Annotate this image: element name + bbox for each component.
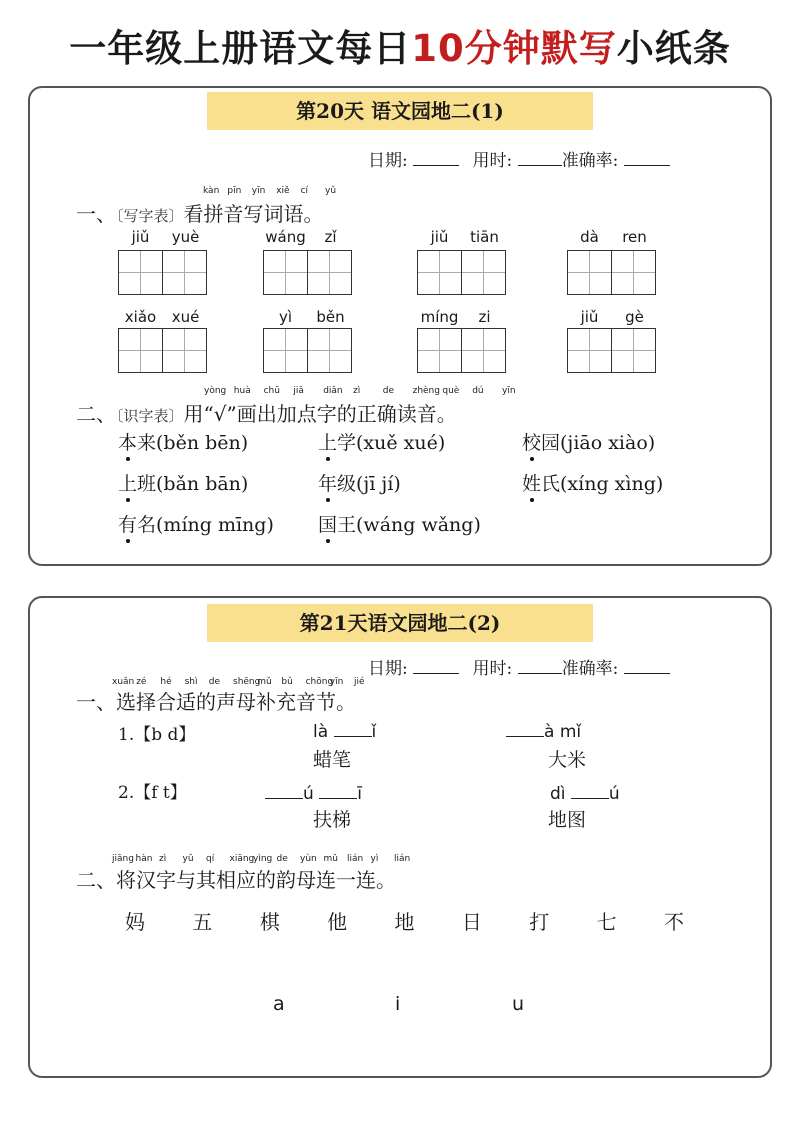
day21-banner: 第21天语文园地二(2)	[207, 604, 593, 642]
ruby-syllable: diǎn	[323, 386, 343, 396]
word-pinyin: gè	[625, 308, 644, 326]
grid-cell[interactable]	[118, 328, 163, 373]
ruby-syllable: huà	[233, 386, 251, 396]
word-pinyin: xiǎo	[124, 308, 157, 326]
time-blank[interactable]	[518, 149, 562, 166]
item-options[interactable]: (wáng wǎng)	[356, 514, 481, 536]
match-character[interactable]: 不	[664, 910, 684, 934]
grid-cell[interactable]	[162, 250, 207, 295]
ruby-syllable: zé	[136, 677, 147, 687]
grid-cell[interactable]	[307, 250, 352, 295]
group2-label: 2.【f t】	[118, 783, 187, 803]
ruby-syllable: cí	[300, 186, 309, 196]
date-label: 日期:	[368, 659, 408, 679]
accuracy-label: 准确率:	[561, 659, 619, 679]
ruby-syllable: hé	[160, 677, 172, 687]
word-pinyin: běn	[316, 308, 345, 326]
match-character[interactable]: 打	[529, 910, 550, 934]
ruby-syllable: yì	[370, 854, 379, 864]
grid-cell[interactable]	[461, 328, 506, 373]
reading-item	[318, 428, 445, 455]
time-label: 用时:	[472, 659, 513, 679]
item-options[interactable]: (jī jí)	[356, 473, 401, 495]
item-word: 国王	[318, 514, 357, 536]
syllable-suffix: ǐ	[371, 722, 377, 742]
item-word: 校园	[522, 432, 561, 454]
fill-blank[interactable]	[334, 720, 372, 737]
group1-item-a	[313, 720, 376, 742]
match-final[interactable]: u	[512, 993, 525, 1015]
ruby-syllable: xiāng	[229, 854, 255, 864]
ruby-syllable: zhèng	[412, 386, 440, 396]
tianzi-grid	[417, 328, 506, 373]
question-number: 二、	[76, 402, 116, 426]
word-pinyin: jiǔ	[580, 308, 599, 326]
syllable-suffix: ú	[608, 784, 620, 804]
emphasis-dot	[326, 498, 330, 502]
tianzi-grid	[417, 250, 506, 295]
item-word: 姓氏	[522, 473, 561, 495]
grid-cell[interactable]	[307, 328, 352, 373]
word-pinyin: xué	[171, 308, 200, 326]
match-character[interactable]: 五	[192, 910, 213, 934]
question-number: 二、	[76, 868, 116, 892]
group1-label: 1.【b d】	[118, 725, 196, 745]
ruby-syllable: dú	[472, 386, 484, 396]
word-pinyin: jiǔ	[131, 228, 150, 246]
match-character[interactable]: 日	[461, 910, 482, 934]
emphasis-dot	[126, 457, 130, 461]
item-options[interactable]: (bǎn bān)	[156, 473, 249, 495]
reading-item	[318, 510, 481, 537]
ruby-syllable: mǔ	[323, 854, 338, 864]
item-options[interactable]: (xuě xué)	[356, 432, 446, 454]
emphasis-dot	[530, 498, 534, 502]
ruby-syllable: yīn	[329, 677, 344, 687]
tianzi-grid	[118, 250, 207, 295]
question-tag: 〔识字表〕	[116, 407, 184, 425]
accuracy-label: 准确率:	[561, 151, 619, 171]
tianzi-grid	[263, 250, 352, 295]
group1-word-a: 蜡笔	[313, 749, 352, 771]
word-pinyin: zi	[478, 308, 491, 326]
group2-item-b	[550, 782, 620, 804]
grid-cell[interactable]	[263, 328, 308, 373]
ruby-syllable: chōng	[305, 677, 334, 687]
ruby-syllable: kàn	[203, 186, 220, 196]
day21-q2-heading	[76, 864, 396, 893]
word-pinyin: jiǔ	[430, 228, 449, 246]
reading-item	[318, 469, 401, 496]
question-number: 一、	[76, 202, 116, 226]
question-text: 看拼音写词语。	[183, 202, 324, 226]
ruby-syllable: yìng	[253, 854, 273, 864]
emphasis-dot	[126, 539, 130, 543]
question-text: 用“√”画出加点字的正确读音。	[183, 402, 457, 426]
reading-item	[522, 469, 663, 496]
accuracy-blank[interactable]	[624, 657, 670, 674]
ruby-syllable: shì	[184, 677, 198, 687]
ruby-syllable: qí	[206, 854, 215, 864]
group1-word-b: 大米	[548, 749, 587, 771]
group1-item-b	[506, 720, 581, 742]
item-word: 上学	[318, 432, 357, 454]
syllable-prefix: dì	[550, 784, 566, 804]
question-number: 一、	[76, 690, 116, 714]
match-final[interactable]: i	[395, 993, 401, 1015]
syllable-prefix: là	[313, 722, 329, 742]
item-word: 有名	[118, 514, 157, 536]
title-highlight: 10分钟默写	[411, 27, 617, 70]
time-label: 用时:	[472, 151, 513, 171]
date-label: 日期:	[368, 151, 408, 171]
ruby-syllable: shēng	[233, 677, 261, 687]
grid-cell[interactable]	[162, 328, 207, 373]
item-options[interactable]: (běn bēn)	[156, 432, 249, 454]
ruby-syllable: zì	[159, 854, 167, 864]
title-part-1: 一年级上册语文每日	[69, 27, 412, 70]
ruby-syllable: bǔ	[281, 677, 293, 687]
word-pinyin: míng	[420, 308, 459, 326]
tianzi-grid	[263, 328, 352, 373]
ruby-syllable: jiāng	[112, 854, 134, 864]
emphasis-dot	[326, 457, 330, 461]
word-pinyin: ren	[622, 228, 647, 246]
day20-q1-heading	[76, 198, 324, 227]
group2-word-a: 扶梯	[313, 809, 352, 831]
match-character[interactable]: 棋	[259, 910, 280, 934]
grid-cell[interactable]	[461, 250, 506, 295]
tianzi-grid	[118, 328, 207, 373]
emphasis-dot	[326, 539, 330, 543]
match-character[interactable]: 他	[327, 910, 348, 934]
ruby-syllable: lián	[394, 854, 411, 864]
ruby-syllable: xuǎn	[112, 677, 135, 687]
question-text: 将汉字与其相应的韵母连一连。	[116, 868, 396, 892]
group2-item-a	[265, 782, 362, 804]
day20-q2-heading	[76, 398, 457, 427]
item-options[interactable]: (xíng xìng)	[560, 473, 664, 495]
reading-item	[522, 428, 655, 455]
ruby-syllable: mǔ	[257, 677, 272, 687]
grid-cell[interactable]	[567, 328, 612, 373]
item-word: 本来	[118, 432, 157, 454]
ruby-syllable: zì	[353, 386, 361, 396]
question-tag: 〔写字表〕	[116, 207, 184, 225]
reading-item	[118, 469, 248, 496]
ruby-syllable: de	[382, 386, 395, 396]
group2-word-b: 地图	[548, 809, 587, 831]
ruby-syllable: de	[276, 854, 288, 864]
fill-blank[interactable]	[571, 782, 609, 799]
reading-item	[118, 510, 274, 537]
grid-cell[interactable]	[263, 250, 308, 295]
ruby-syllable: pīn	[227, 186, 242, 196]
ruby-syllable: hàn	[135, 854, 153, 864]
title-part-2: 小纸条	[616, 27, 731, 70]
grid-cell[interactable]	[118, 250, 163, 295]
emphasis-dot	[126, 498, 130, 502]
reading-item	[118, 428, 248, 455]
tianzi-grid	[567, 328, 656, 373]
ruby-syllable: de	[208, 677, 221, 687]
date-blank[interactable]	[413, 149, 459, 166]
grid-cell[interactable]	[611, 328, 656, 373]
grid-cell[interactable]	[611, 250, 656, 295]
syllable-suffix: à mǐ	[544, 722, 582, 742]
fill-blank[interactable]	[265, 782, 303, 799]
grid-cell[interactable]	[567, 250, 612, 295]
grid-cell[interactable]	[417, 250, 462, 295]
day21-meta	[368, 654, 670, 679]
day20-banner: 第20天 语文园地二(1)	[207, 92, 593, 130]
ruby-syllable: yùn	[300, 854, 317, 864]
syllable-suffix: ī	[357, 784, 362, 804]
emphasis-dot	[530, 457, 534, 461]
ruby-syllable: jié	[354, 677, 365, 687]
ruby-syllable: xiě	[276, 186, 290, 196]
item-options[interactable]: (jiāo xiào)	[560, 432, 656, 454]
accuracy-blank[interactable]	[624, 149, 670, 166]
ruby-syllable: yīn	[502, 386, 516, 396]
word-pinyin: yì	[278, 308, 293, 326]
fill-blank[interactable]	[506, 720, 544, 737]
syllable-mid: ú	[303, 784, 314, 804]
ruby-syllable: yǔ	[182, 854, 194, 864]
ruby-syllable: què	[442, 386, 460, 396]
date-blank[interactable]	[413, 657, 459, 674]
day20-meta	[368, 146, 670, 171]
day21-q1-heading	[76, 686, 356, 715]
ruby-syllable: yòng	[204, 386, 227, 396]
word-pinyin: yuè	[171, 228, 200, 246]
time-blank[interactable]	[518, 657, 562, 674]
word-pinyin: dà	[580, 228, 599, 246]
item-word: 年级	[318, 473, 357, 495]
word-pinyin: wáng	[265, 228, 306, 246]
ruby-syllable: jiā	[293, 386, 304, 396]
tianzi-grid	[567, 250, 656, 295]
word-pinyin: tiān	[470, 228, 499, 246]
match-character[interactable]: 地	[394, 910, 415, 934]
item-word: 上班	[118, 473, 157, 495]
fill-blank[interactable]	[319, 782, 357, 799]
ruby-syllable: lián	[347, 854, 364, 864]
ruby-syllable: yǔ	[325, 186, 337, 196]
ruby-syllable: yīn	[251, 186, 266, 196]
item-options[interactable]: (míng mīng)	[156, 514, 274, 536]
match-character[interactable]: 妈	[125, 910, 145, 934]
grid-cell[interactable]	[417, 328, 462, 373]
question-text: 选择合适的声母补充音节。	[116, 690, 356, 714]
word-pinyin: zǐ	[324, 228, 337, 246]
page-title	[0, 18, 800, 72]
match-character[interactable]: 七	[596, 910, 617, 934]
match-final[interactable]: a	[273, 993, 285, 1015]
ruby-syllable: chū	[263, 386, 280, 396]
